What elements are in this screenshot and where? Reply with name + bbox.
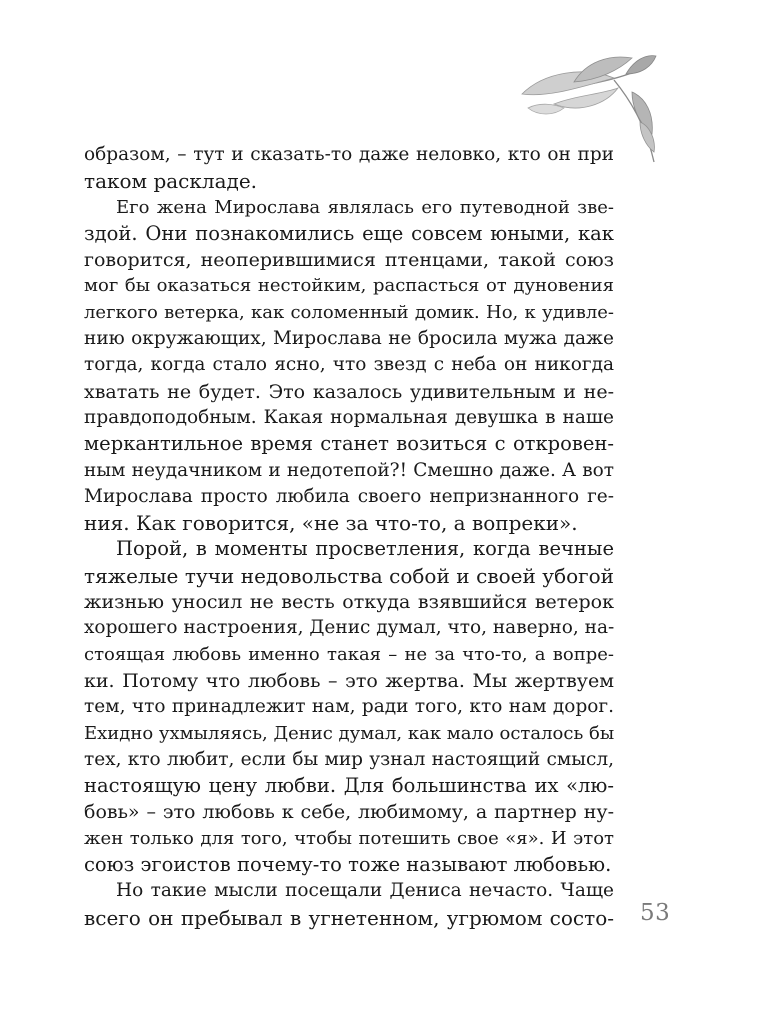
- text-line: говорится, неоперившимися птенцами, такой союз: [84, 249, 614, 272]
- body-text: [84, 142, 614, 931]
- text-line: меркантильное время станет возиться с откровен-: [84, 432, 614, 456]
- paragraph-first-line: Его жена Мирослава являлась его путеводной зве-: [116, 196, 614, 218]
- text-line: нию окружающих, Мирослава не бросила мужа даже: [84, 328, 614, 350]
- text-line: здой. Они познакомились еще совсем юными, как: [84, 221, 614, 245]
- text-line: хватать не будет. Это казалось удивительным и не-: [84, 380, 614, 403]
- text-line: всего он пребывал в угнетенном, угрюмом состо-: [84, 905, 614, 930]
- text-line: ки. Потому что любовь – это жертва. Мы жертвуем: [84, 669, 614, 692]
- text-line: легкого ветерка, как соломенный домик. Но, к удивле-: [84, 301, 614, 323]
- text-line: жен только для того, чтобы потешить свое «я». И этот: [84, 827, 614, 849]
- paragraph-first-line: Порой, в моменты просветления, когда вечные: [116, 537, 614, 561]
- text-line: тем, что принадлежит нам, ради того, кто нам дорог.: [84, 696, 614, 718]
- text-line: Мирослава просто любила своего непризнанного ге-: [84, 485, 614, 507]
- text-line: Ехидно ухмыляясь, Денис думал, как мало осталось бы: [84, 722, 615, 744]
- text-line: стоящая любовь именно такая – не за что-то, а вопре-: [84, 643, 614, 665]
- text-line: жизнью уносил не весть откуда взявшийся ветерок: [84, 591, 614, 614]
- text-line: союз эгоистов почему-то тоже называют любовью.: [84, 853, 612, 877]
- page-number: 53: [640, 900, 671, 926]
- text-line: ния. Как говорится, «не за что-то, а вопреки».: [84, 511, 578, 536]
- text-line: тех, кто любит, если бы мир узнал настоящий смысл,: [84, 748, 614, 770]
- text-line: ным неудачником и недотепой?! Смешно даже. А вот: [84, 459, 614, 481]
- text-line: мог бы оказаться нестойким, распасться от дуновения: [84, 275, 614, 297]
- paragraph-first-line: Но такие мысли посещали Дениса нечасто. Чаще: [116, 880, 614, 902]
- text-line: тогда, когда стало ясно, что звезд с неба он никогда: [84, 354, 614, 376]
- text-line: правдоподобным. Какая нормальная девушка в наше: [84, 406, 614, 428]
- text-line: тяжелые тучи недовольства собой и своей убогой: [84, 563, 614, 588]
- text-line: таком раскладе.: [84, 169, 258, 194]
- text-line: настоящую цену любви. Для большинства их «лю-: [84, 774, 614, 798]
- text-line: образом, – тут и сказать-то даже неловко, кто он при: [84, 144, 614, 165]
- text-line: бовь» – это любовь к себе, любимому, а партнер ну-: [84, 801, 614, 824]
- text-line: хорошего настроения, Денис думал, что, наверно, на-: [84, 617, 615, 639]
